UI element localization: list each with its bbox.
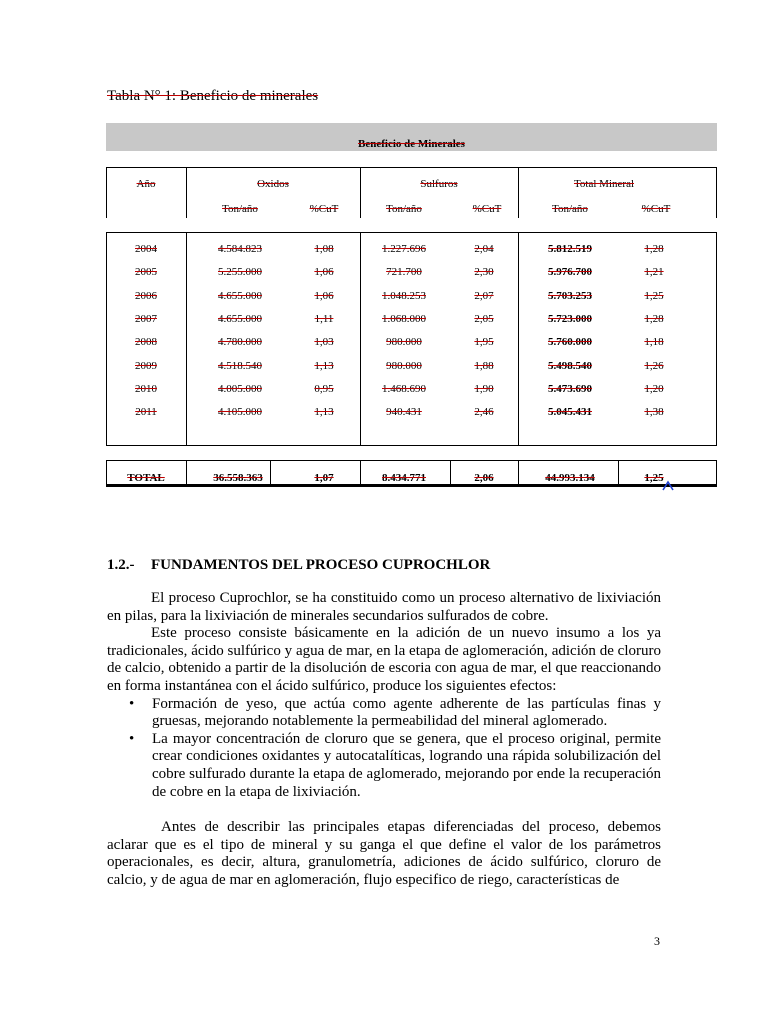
table-caption: Tabla N° 1: Beneficio de minerales xyxy=(107,88,319,104)
row-year: 2005 xyxy=(135,266,157,279)
row-su-cut: 2,30 xyxy=(474,266,494,279)
bullet-item-1: • Formación de yeso, que actúa como agente adherente de las partículas finas y gruesas, mejorando notablemente la permeabilidad del mineral aglomerado. xyxy=(129,695,661,730)
bullet-icon: • xyxy=(129,730,135,747)
row-tot-ton: 5.812.519 xyxy=(548,243,592,255)
subheader-ox-cut: %CuT xyxy=(309,203,339,215)
row-su-cut: 2,46 xyxy=(474,406,494,419)
row-tot-cut: 1,25 xyxy=(644,289,664,302)
header-divider-1 xyxy=(186,167,187,218)
row-su-ton: 1.048.253 xyxy=(382,289,426,302)
row-su-cut: 1,90 xyxy=(474,382,494,395)
row-tot-ton: 5.760.000 xyxy=(548,336,592,349)
total-tot-cut: 1,25 xyxy=(644,472,664,484)
header-total-mineral: Total Mineral xyxy=(573,178,635,190)
row-tot-cut: 1,18 xyxy=(644,336,664,349)
paragraph-1: El proceso Cuprochlor, se ha constituido como un proceso alternativo de lixiviación en pilas, para la lixiviación de minerales secundarios sulfurados de cobre. xyxy=(107,590,661,624)
subheader-su-ton: Ton/año xyxy=(386,203,422,215)
row-tot-ton: 5.473.690 xyxy=(548,382,592,395)
row-year: 2011 xyxy=(135,406,157,419)
row-year: 2010 xyxy=(135,382,157,395)
section-title: FUNDAMENTOS DEL PROCESO CUPROCHLOR xyxy=(151,557,491,573)
row-su-ton: 721.700 xyxy=(386,266,422,279)
subheader-tot-cut: %CuT xyxy=(641,203,671,215)
row-year: 2004 xyxy=(135,243,157,255)
row-ox-cut: 1,08 xyxy=(314,243,334,255)
subheader-ox-ton: Ton/año xyxy=(222,203,258,215)
total-su-ton: 8.434.771 xyxy=(382,472,426,484)
row-su-cut: 2,07 xyxy=(474,289,494,302)
row-su-cut: 2,04 xyxy=(474,243,494,255)
row-ox-ton: 4.518.540 xyxy=(218,359,262,372)
bullet-list xyxy=(107,696,661,802)
row-year: 2009 xyxy=(135,359,157,372)
table-banner xyxy=(106,123,717,151)
bullet-item-2: • La mayor concentración de cloruro que se genera, que el proceso original, permite crear condiciones oxidantes y autocatalíticas, logrando una rápida solubilización del cobre sulfurado durante la etapa de aglomerado, mejorando por ende la recuperación de cobre en la etapa de lixiviación. xyxy=(129,730,661,800)
row-ox-cut: 1,06 xyxy=(314,266,334,279)
row-ox-cut: 1,13 xyxy=(314,406,334,419)
row-tot-cut: 1,38 xyxy=(644,406,664,419)
row-ox-ton: 4.105.000 xyxy=(218,406,262,419)
paragraph-2: Este proceso consiste básicamente en la adición de un nuevo insumo a los ya tradicionales, ácido sulfúrico y agua de mar, en la etapa de aglomeración, adición de cloruro de calcio, obtenido a partir de la disolución de escoria con agua de mar, el que reaccionando en forma instantánea con el ácido sulfúrico, produce los siguientes efectos: xyxy=(107,625,661,694)
banner-title: Beneficio de Minerales xyxy=(358,138,465,150)
row-su-ton: 1.468.690 xyxy=(382,382,426,395)
row-ox-ton: 5.255.000 xyxy=(218,266,262,279)
section-number: 1.2.- xyxy=(107,557,135,573)
row-su-ton: 940.431 xyxy=(386,406,422,419)
row-ox-ton: 4.655.000 xyxy=(218,289,262,302)
revision-mark-icon xyxy=(662,480,676,492)
section-heading xyxy=(107,557,490,574)
row-tot-cut: 1,20 xyxy=(644,382,664,395)
row-tot-ton: 5.723.000 xyxy=(548,312,592,325)
row-su-ton: 980.000 xyxy=(386,359,422,372)
row-ox-cut: 1,06 xyxy=(314,289,334,302)
header-oxidos: Oxidos xyxy=(257,178,289,190)
row-tot-cut: 1,21 xyxy=(644,266,664,279)
paragraph-3-block xyxy=(107,819,661,889)
row-ox-ton: 4.584.823 xyxy=(218,243,262,255)
row-su-ton: 980.000 xyxy=(386,336,422,349)
total-label: TOTAL xyxy=(127,472,165,484)
row-tot-ton: 5.045.431 xyxy=(548,406,592,419)
subheader-su-cut: %CuT xyxy=(472,203,502,215)
header-year: Año xyxy=(136,178,156,190)
total-su-cut: 2,06 xyxy=(474,472,494,484)
row-tot-cut: 1,28 xyxy=(644,243,664,255)
row-tot-cut: 1,28 xyxy=(644,312,664,325)
page-number: 3 xyxy=(654,934,660,948)
row-year: 2008 xyxy=(135,336,157,349)
subheader-tot-ton: Ton/año xyxy=(552,203,588,215)
row-ox-cut: 0,95 xyxy=(314,382,334,395)
row-su-cut: 2,05 xyxy=(474,312,494,325)
row-tot-ton: 5.976.700 xyxy=(548,266,592,279)
total-ox-cut: 1,07 xyxy=(314,472,334,484)
total-ox-ton: 36.558.363 xyxy=(213,472,263,484)
bullet-icon: • xyxy=(129,695,135,712)
total-tot-ton: 44.993.134 xyxy=(545,472,595,484)
row-ox-ton: 4.780.000 xyxy=(218,336,262,349)
row-ox-ton: 4.005.000 xyxy=(218,382,262,395)
row-su-cut: 1,95 xyxy=(474,336,494,349)
row-ox-ton: 4.655.000 xyxy=(218,312,262,325)
paragraph-3: Antes de describir las principales etapas diferenciadas del proceso, debemos aclarar que es el tipo de mineral y su ganga el que define el valor de los parámetros operacionales, es decir, altura, granulometría, adiciones de ácido sulfúrico, cloruro de calcio, y de agua de mar en aglomeración, flujo especifico de riego, características de xyxy=(107,819,661,888)
row-su-ton: 1.227.696 xyxy=(382,243,426,255)
row-ox-cut: 1,03 xyxy=(314,336,334,349)
row-tot-cut: 1,26 xyxy=(644,359,664,372)
row-su-cut: 1,88 xyxy=(474,359,494,372)
row-year: 2006 xyxy=(135,289,157,302)
row-tot-ton: 5.703.253 xyxy=(548,289,592,302)
row-year: 2007 xyxy=(135,312,157,325)
row-tot-ton: 5.498.540 xyxy=(548,359,592,372)
header-sulfuros: Sulfuros xyxy=(420,178,458,190)
row-ox-cut: 1,13 xyxy=(314,359,334,372)
row-su-ton: 1.068.000 xyxy=(382,312,426,325)
body-text xyxy=(107,590,661,801)
row-ox-cut: 1,11 xyxy=(314,312,334,325)
